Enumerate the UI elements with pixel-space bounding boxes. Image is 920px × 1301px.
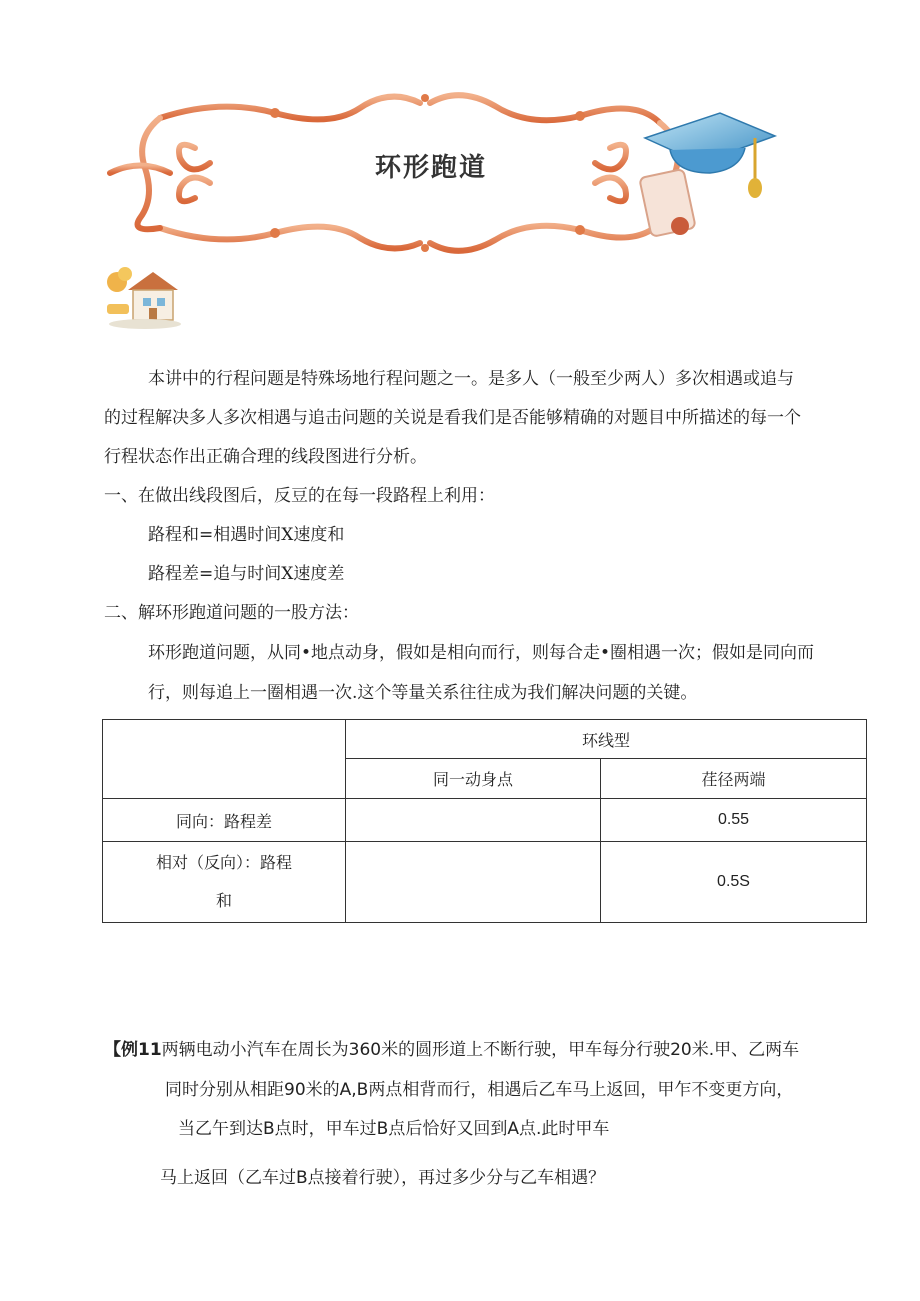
section-2-line-2: 行，则每追上一圈相遇一次.这个等量关系往往成为我们解决问题的关键。 xyxy=(148,683,698,703)
example-line-3: 当乙午到达B点时，甲车过B点后恰好又回到A点.此时甲车 xyxy=(178,1119,610,1139)
example-line-4: 马上返回（乙车过B点接着行驶），再过多少分与乙车相遇？ xyxy=(160,1168,606,1188)
intro-line-2: 的过程解决多人多次相遇与追击问题的关说是看我们是否能够精确的对题目中所描述的每一个 xyxy=(104,408,801,428)
table-cell: 0.5S xyxy=(601,842,867,923)
section-2-heading: 二、解环形跑道问题的一股方法： xyxy=(104,603,359,623)
example-line-1-text: 两辆电动小汽车在周长为360米的圆形道上不断行驶，甲车每分行驶20米.甲、乙两车 xyxy=(161,1040,800,1060)
example-label: 【例11 xyxy=(104,1040,162,1060)
table-cell xyxy=(346,799,601,842)
intro-line-1: 本讲中的行程问题是特殊场地行程问题之一。是多人（一般至少两人）多次相遇或追与 xyxy=(148,369,794,389)
example-line-2: 同时分别从相距90米的A,B两点相背而行，相遇后乙车马上返回，甲乍不变更方向， xyxy=(165,1080,794,1100)
intro-line-3: 行程状态作出正确合理的线段图进行分析。 xyxy=(104,447,427,467)
table-row xyxy=(103,842,867,923)
section-2-line-1: 环形跑道问题，从同•地点动身，假如是相向而行，则每合走•圈相遇一次；假如是同向而 xyxy=(148,643,815,663)
formula-difference: 路程差=追与时间X速度差 xyxy=(148,564,345,584)
table-row-label: 同向：路程差 xyxy=(103,799,346,842)
table-cell: 0.55 xyxy=(601,799,867,842)
table-row-label-line-1: 相对（反向）：路程 xyxy=(155,853,292,872)
house-icon xyxy=(103,262,183,332)
example-line-1 xyxy=(104,1040,799,1060)
circular-track-table xyxy=(102,719,867,923)
table-row xyxy=(103,799,867,842)
table-cell xyxy=(346,842,601,923)
formula-sum: 路程和=相遇时间X速度和 xyxy=(148,525,345,545)
banner-title: 环形跑道 xyxy=(375,153,488,183)
table-group-header: 环线型 xyxy=(346,720,867,759)
table-row-label xyxy=(103,842,346,923)
table-col-header-same-start: 同一动身点 xyxy=(346,759,601,799)
table-col-header-diameter-ends: 荏径两端 xyxy=(601,759,867,799)
section-1-heading: 一、在做出线段图后，反豆的在每一段路程上利用： xyxy=(104,486,495,506)
table-corner-cell xyxy=(103,720,346,799)
table-row-label-line-2: 和 xyxy=(215,891,232,910)
